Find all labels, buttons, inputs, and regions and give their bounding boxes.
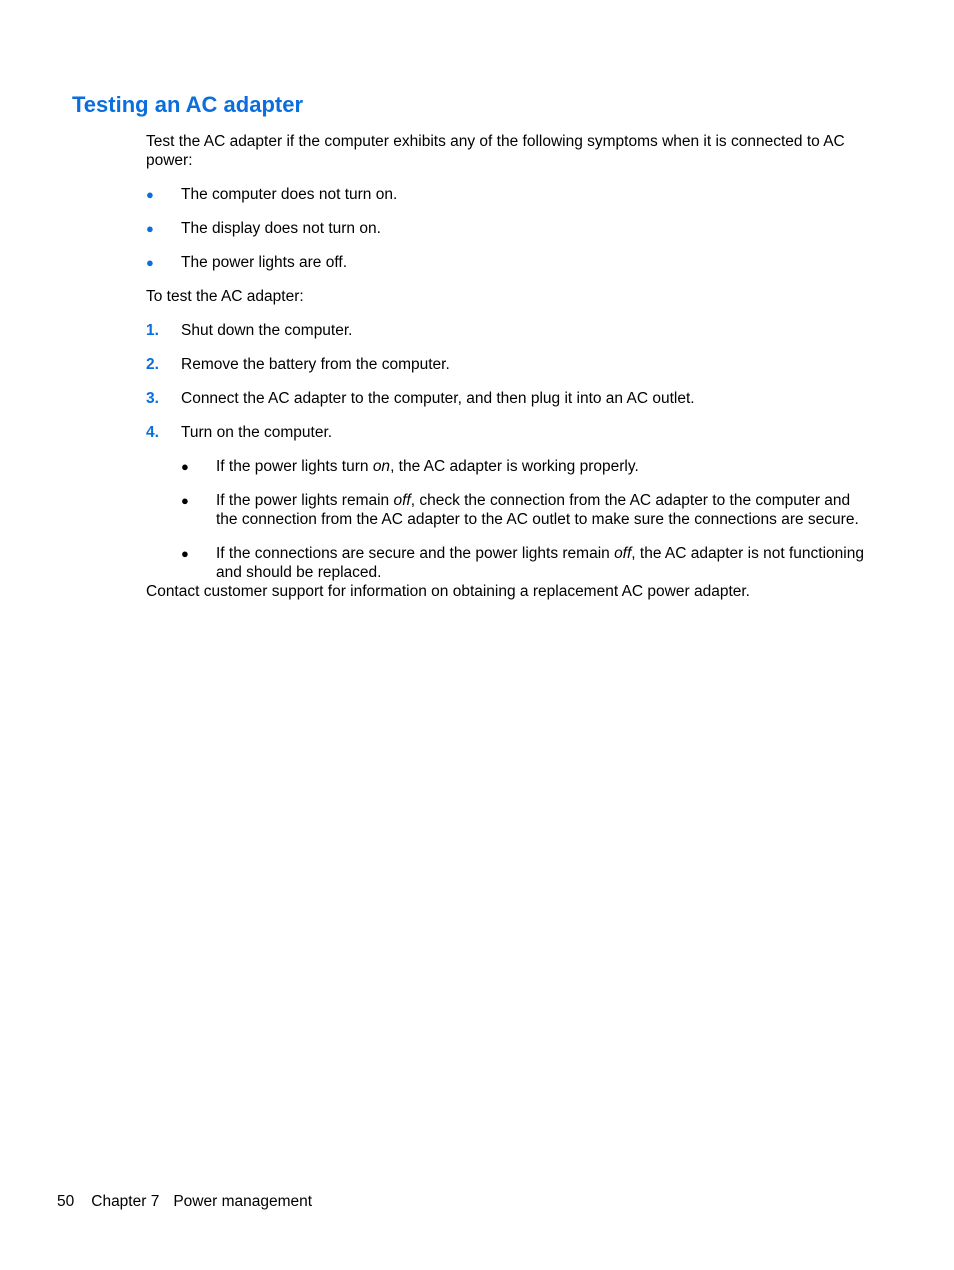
to-test-paragraph: To test the AC adapter: xyxy=(146,288,304,305)
step-number: 4. xyxy=(146,424,159,441)
result-emphasis: on xyxy=(372,458,391,475)
result-text-before: If the power lights turn xyxy=(216,458,373,475)
result-list xyxy=(181,457,866,582)
contact-paragraph: Contact customer support for information on obtaining a replacement AC power adapter. xyxy=(146,583,750,600)
bullet-icon: ● xyxy=(181,546,189,561)
result-text-before: If the connections are secure and the power lights remain xyxy=(216,545,615,562)
step-text: Connect the AC adapter to the computer, and then plug it into an AC outlet. xyxy=(181,390,695,407)
step-list xyxy=(146,321,866,582)
symptom-text: The display does not turn on. xyxy=(181,220,381,237)
result-text-after: , the AC adapter is not functioning and should be replaced. xyxy=(216,545,864,581)
symptom-text: The computer does not turn on. xyxy=(181,186,398,203)
symptom-item xyxy=(146,219,866,238)
bullet-icon: ● xyxy=(146,187,154,202)
chapter-label: Chapter 7 xyxy=(91,1193,160,1210)
page-footer xyxy=(57,1192,312,1211)
step-number: 1. xyxy=(146,322,159,339)
result-item xyxy=(181,491,866,529)
symptom-item xyxy=(146,253,866,272)
bullet-icon: ● xyxy=(146,221,154,236)
step-item xyxy=(146,423,866,582)
step-number: 2. xyxy=(146,356,159,373)
symptom-text: The power lights are off. xyxy=(181,254,347,271)
result-text-after: , the AC adapter is working properly. xyxy=(390,458,639,475)
step-text: Turn on the computer. xyxy=(181,424,333,441)
step-item xyxy=(146,355,866,374)
symptom-item xyxy=(146,185,866,204)
result-text-before: If the power lights remain xyxy=(216,492,394,509)
symptom-list xyxy=(146,185,866,272)
bullet-icon: ● xyxy=(146,255,154,270)
result-text-after: , check the connection from the AC adapter to the computer and the connection from the AC adapter to the AC outlet to make sure the connections are secure. xyxy=(216,492,859,528)
step-item xyxy=(146,389,866,408)
intro-paragraph: Test the AC adapter if the computer exhibits any of the following symptoms when it is connected to AC power: xyxy=(146,133,845,169)
bullet-icon: ● xyxy=(181,493,189,508)
section-label: Power management xyxy=(173,1193,313,1210)
result-emphasis: off xyxy=(393,492,411,509)
step-item xyxy=(146,321,866,340)
step-number: 3. xyxy=(146,390,159,407)
step-text: Remove the battery from the computer. xyxy=(181,356,450,373)
step-text: Shut down the computer. xyxy=(181,322,353,339)
page-number: 50 xyxy=(57,1193,75,1210)
result-item xyxy=(181,457,866,476)
page-heading: Testing an AC adapter xyxy=(72,92,304,117)
result-emphasis: off xyxy=(614,545,632,562)
result-item xyxy=(181,544,866,582)
body-content xyxy=(146,132,866,601)
bullet-icon: ● xyxy=(181,459,189,474)
